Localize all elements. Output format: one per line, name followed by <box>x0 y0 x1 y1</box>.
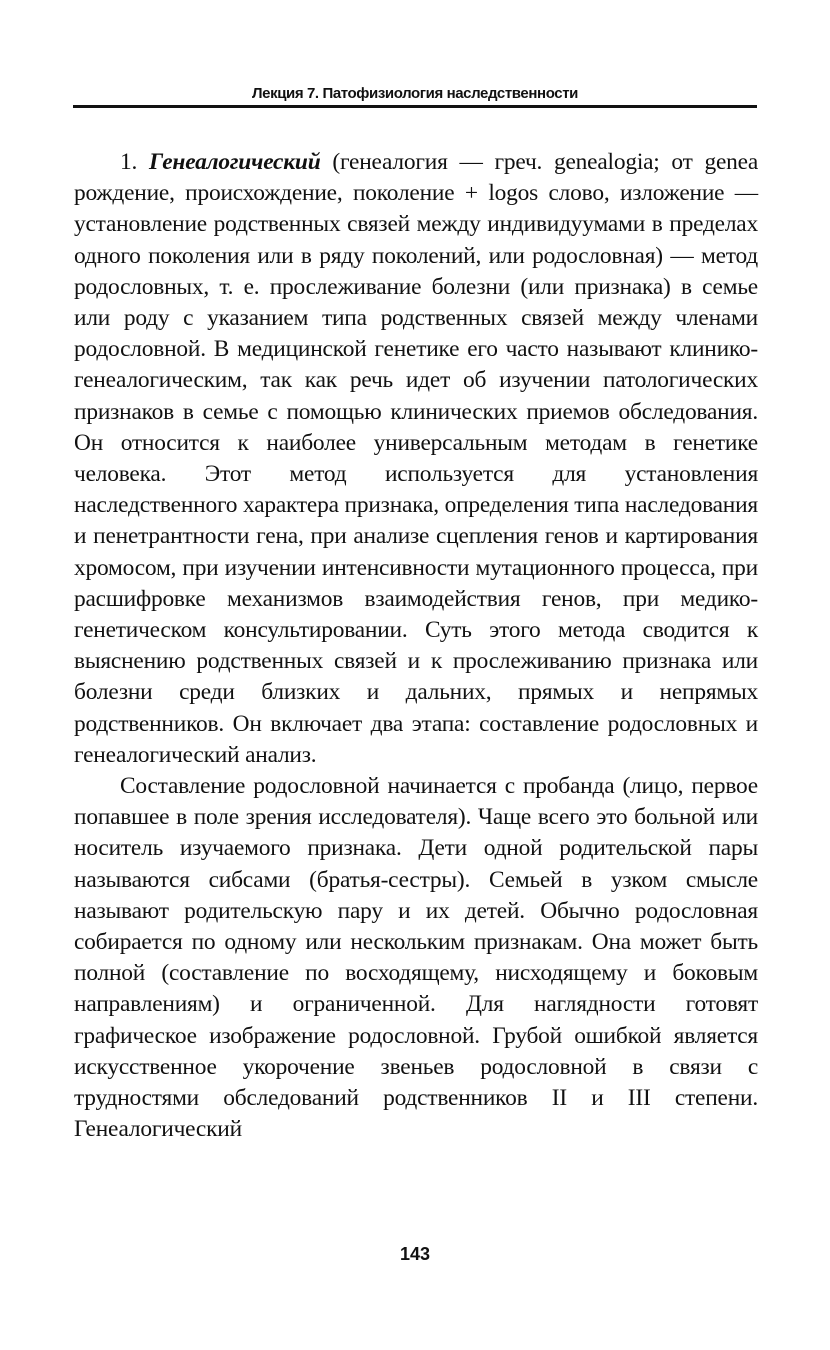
paragraph-pedigree <box>74 771 758 1145</box>
page-number: 143 <box>399 1244 431 1264</box>
running-header: Лекция 7. Патофизиология наследственности <box>252 85 578 102</box>
paragraph-1-text: (генеалогия — греч. genealogia; от genea рождение, происхождение, поколение + logos слово, изложение — установление родственных связей между индивидуумами в пределах одного поколения или в ряду поколений, или родословная) — метод родословных, т. е. прослеживание болезни (или признака) в семье или роду с указанием типа родственных связей между членами родословной. В медицинской генетике его часто называют клинико-генеалогическим, так как речь идет об изучении патологических признаков в семье с помощью клинических приемов обследования. Он относится к наиболее универсальным методам в генетике человека. Этот метод используется для установления наследственного характера признака, определения типа наследования и пенетрантности гена, при анализе сцепления генов и картирования хромосом, при изучении интенсивности мутационного процесса, при расшифровке механизмов взаимодействия генов, при медико-генетическом консультировании. Суть этого метода сводится к выяснению родственных связей и к прослеживанию признака или болезни среди близких и дальних, прямых и непрямых родственников. Он включает два этапа: составление родословных и генеалогический анализ. <box>74 149 759 768</box>
paragraph-2-text: Составление родословной начинается с пробанда (лицо, первое попавшее в поле зрения исследователя). Чаще всего это больной или носитель изучаемого признака. Дети одной родительской пары называются сибсами (братья-сестры). Семьей в узком смысле называют родительскую пару и их детей. Обычно родословная собирается по одному или нескольким признакам. Она может быть полной (составление по восходящему, нисходящему и боковым направлениям) и ограниченной. Для наглядности готовят графическое изображение родословной. Грубой ошибкой является искусственное укорочение звеньев родословной в связи с трудностями обследований родственников II и III степени. Генеалогический <box>74 773 758 1143</box>
body-text <box>74 147 758 1146</box>
paragraph-genealogical <box>74 147 758 771</box>
header-rule <box>73 105 757 108</box>
list-number: 1. <box>120 149 138 175</box>
term-genealogical: Генеалогический <box>149 149 321 175</box>
